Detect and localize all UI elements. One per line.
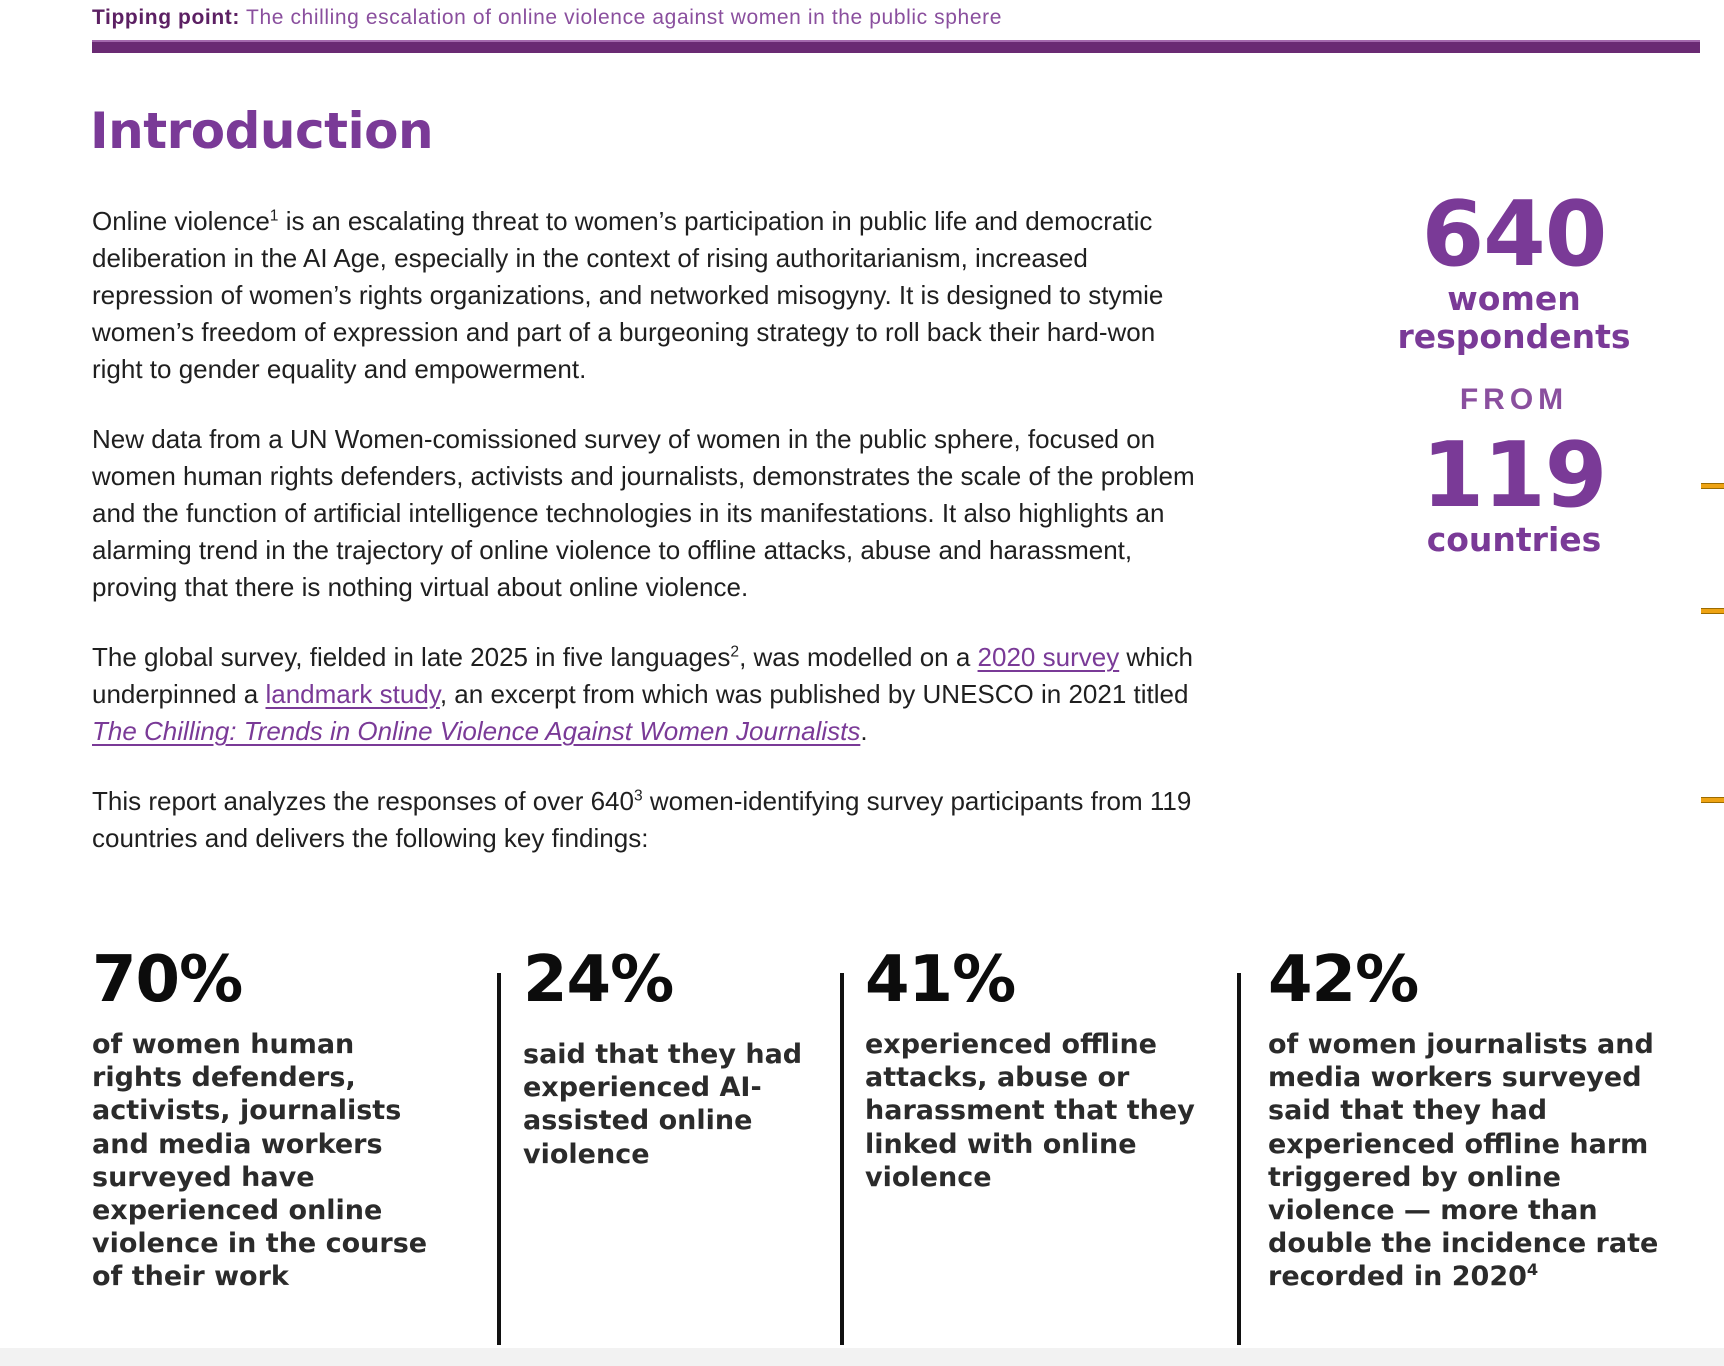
stat-value: 24%: [523, 943, 674, 1017]
footnote-marker: 2: [730, 643, 740, 661]
text-run: New data from a UN Women-comissioned survey of women in the public sphere, focused on women human rights defenders, activists and journalists, demonstrates the scale of the problem and the function of artificial intelligence technologies in its manifestations. It also highlights an alarming trend in the trajectory of online violence to offline attacks, abuse and harassment, proving that there is nothing virtual about online violence.: [92, 424, 1195, 602]
inline-link[interactable]: The Chilling: Trends in Online Violence Against Women Journalists: [92, 716, 861, 746]
page-title: Introduction: [90, 102, 434, 160]
from-label: FROM: [1459, 383, 1569, 417]
text-run: of women journalists and media workers surveyed said that they had experienced offline harm triggered by online violence — more than double the incidence rate recorded in 2020: [1268, 1029, 1659, 1293]
key-stat: [1268, 943, 1692, 1294]
stat-text: [523, 1038, 815, 1171]
running-header-lead: Tipping point:: [92, 6, 240, 29]
paragraph: [92, 203, 1210, 388]
running-header: [92, 6, 1652, 30]
inline-link[interactable]: 2020 survey: [977, 642, 1120, 672]
key-findings-section: [92, 943, 1692, 1348]
text-run: said that they had experienced AI-assisted online violence: [523, 1039, 803, 1170]
stat-text: [92, 1028, 452, 1294]
running-header-subtitle: The chilling escalation of online violence against women in the public sphere: [239, 6, 1002, 29]
text-run: , was modelled on a: [739, 642, 978, 672]
page-edge-marker: [1701, 608, 1724, 614]
text-run: Online violence: [92, 206, 270, 236]
paragraph: [92, 639, 1210, 750]
paragraph: [92, 783, 1210, 857]
countries-label: countries: [1426, 519, 1602, 559]
key-stat: [865, 943, 1217, 1194]
column-divider: [840, 973, 844, 1345]
respondents-label: women respondents: [1397, 278, 1631, 357]
next-section-edge: [0, 1348, 1724, 1366]
page-edge-marker: [1701, 483, 1724, 489]
column-divider: [497, 973, 501, 1345]
text-run: .: [860, 716, 868, 746]
text-run: women-identifying survey participants from 119 countries and delivers the following key findings:: [92, 786, 1192, 853]
column-divider: [1237, 973, 1241, 1345]
text-run: which underpinned a: [92, 642, 1193, 709]
countries-value: 119: [1421, 423, 1607, 529]
stat-text: [1268, 1028, 1692, 1294]
key-stat: [92, 943, 452, 1294]
stat-text: [865, 1028, 1217, 1194]
stat-value: 42%: [1268, 943, 1419, 1017]
respondents-callout: [1318, 182, 1710, 560]
key-stat: [523, 943, 815, 1171]
footnote-marker: 1: [269, 207, 279, 225]
page-edge-marker: [1701, 797, 1724, 803]
text-run: is an escalating threat to women’s participation in public life and democratic deliberation in the AI Age, especially in the context of rising authoritarianism, increased repression of women’s rights organizations, and networked misogyny. It is designed to stymie women’s freedom of expression and part of a burgeoning strategy to roll back their hard-won right to gender equality and empowerment.: [92, 206, 1164, 384]
respondents-value: 640: [1421, 182, 1607, 287]
text-run: experienced offline attacks, abuse or harassment that they linked with online violence: [865, 1029, 1195, 1193]
paragraph: [92, 421, 1210, 606]
text-run: This report analyzes the responses of over 640: [92, 786, 634, 816]
text-run: , an excerpt from which was published by UNESCO in 2021 titled: [439, 679, 1189, 709]
footnote-marker: 4: [1526, 1260, 1539, 1280]
text-run: The global survey, fielded in late 2025 in five languages: [92, 642, 731, 672]
inline-link[interactable]: landmark study: [265, 679, 440, 709]
header-rule: [92, 40, 1700, 53]
footnote-marker: 3: [633, 787, 643, 805]
stat-value: 41%: [865, 943, 1016, 1017]
article-body: [92, 203, 1210, 890]
text-run: of women human rights defenders, activists, journalists and media workers surveyed have experienced online violence in the course of their work: [92, 1029, 428, 1293]
stat-value: 70%: [92, 943, 243, 1017]
